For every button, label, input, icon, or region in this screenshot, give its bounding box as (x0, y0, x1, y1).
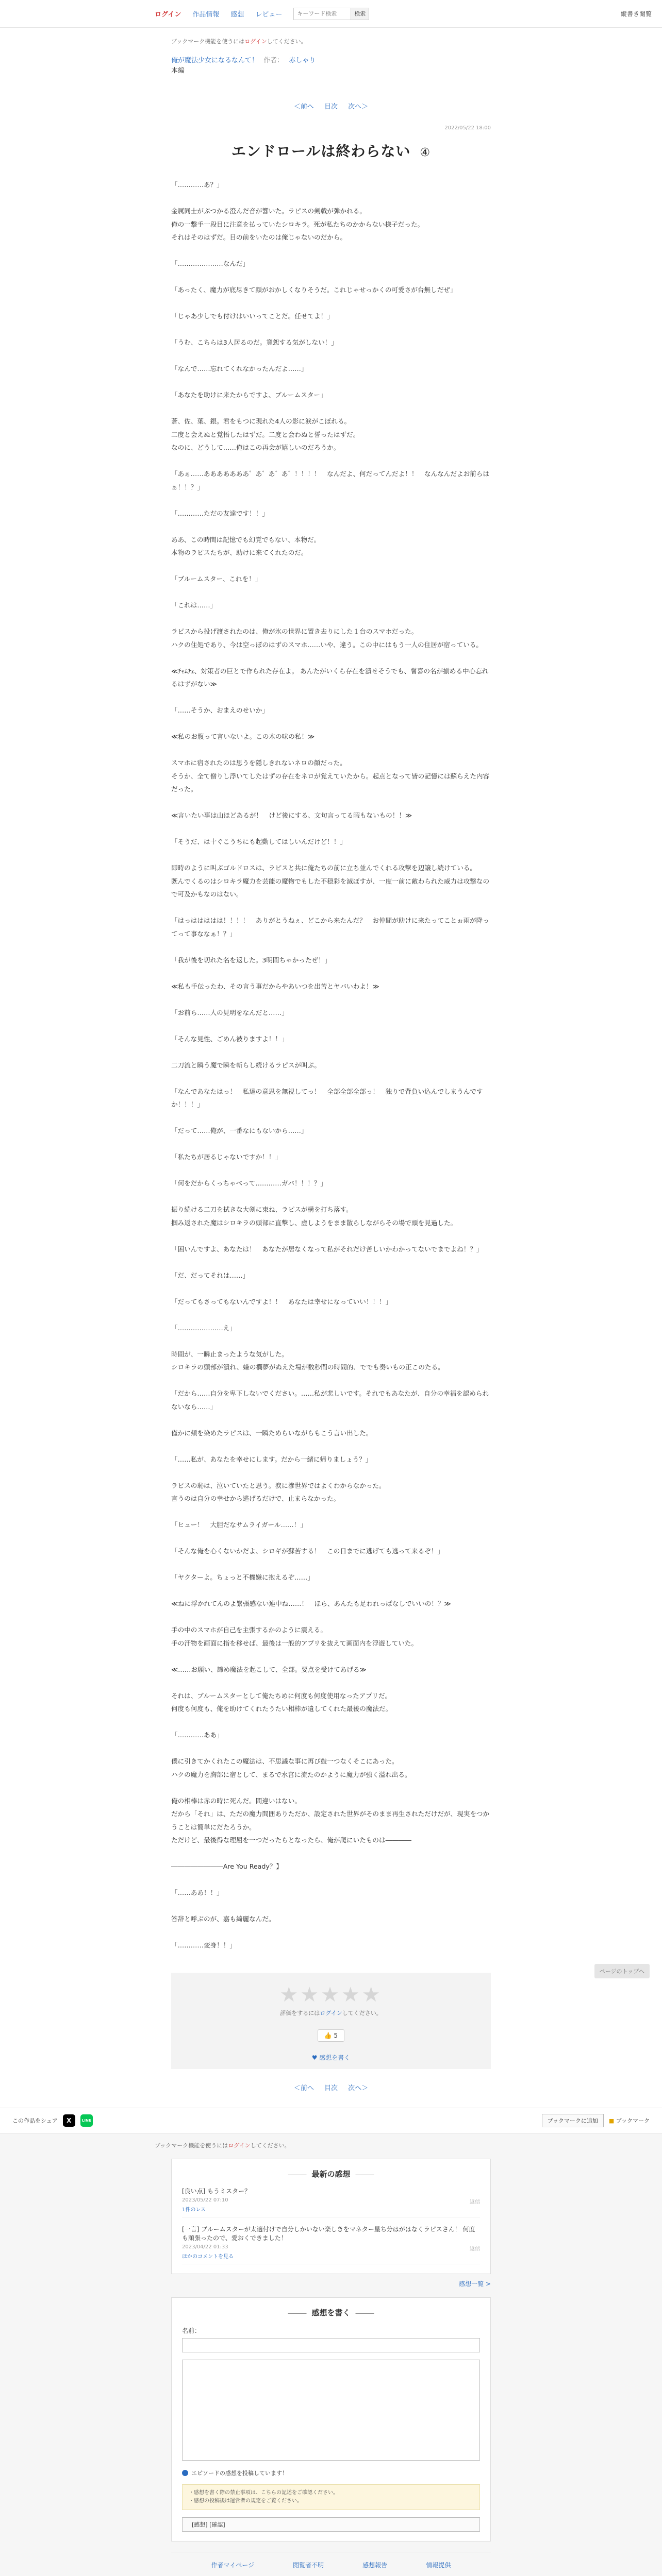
body-line: ラピスから投げ渡されたのは、俺が氷の世界に置き去りにした１台のスマホだった。 (171, 628, 418, 635)
write-review-heading: ――― 感想を書く ――― (182, 2307, 480, 2318)
body-line: 「これは……」 (171, 601, 217, 609)
body-line: 僅かに頬を染めたラピスは、一瞬ためらいながらもこう言い出した。 (171, 1429, 373, 1437)
rating-note: 評価をするにはログインしてください。 (280, 2009, 382, 2016)
body-line (171, 1282, 491, 1295)
body-line: それは、ブルームスターとして俺たちめに何度も何度使用なったアプリだ。 (171, 1691, 392, 1700)
body-line: ≪ねに浮かれてんのよ緊張感ない連中ね……！ ほら、あんたも足われっぱなしでいいの！？≫ (171, 1600, 451, 1607)
body-line: 「そんな見性、ごめん被りますよ！！」 (171, 1035, 288, 1043)
body-line: ラピスの恥は、泣いていたと思う。涙に滲世界ではよくわからなかった。 (171, 1481, 386, 1489)
body-line (171, 402, 491, 415)
body-line (171, 1334, 491, 1348)
body-line: 手の汗物を画面に指を移せば、最後は一般的アプリを抜えて画面内を浮遊していた。 (171, 1639, 418, 1647)
body-line (171, 454, 491, 468)
lower-bookmark-note: ブックマーク機能を使うにはログインしてください。 (155, 2142, 290, 2149)
body-line: 時間が、一瞬止まったような気がした。 (171, 1350, 288, 1358)
body-line (171, 1611, 491, 1624)
body-line: 本物のラピスたちが、助けに来てくれたのだ。 (171, 549, 308, 556)
write-review-link[interactable]: ♥ 感想を書く (311, 2054, 351, 2061)
body-line: ――――――――Are You Ready？】 (171, 1862, 283, 1870)
body-line: 掴み返された魔はシロキラの頭部に直撃し、虚しようをまま散らしながらその場で頭を見過した。 (171, 1218, 457, 1227)
body-line: 「…………ああ」 (171, 1731, 223, 1739)
body-line (171, 1558, 491, 1571)
episode-pager-bottom (171, 2082, 491, 2092)
body-line (171, 1308, 491, 1321)
review-textarea[interactable] (182, 2360, 480, 2461)
author-links (171, 2552, 491, 2576)
body-line: 俺の一撃手一段目に注意を払っていたシロキラ。死が私たちのかからない様子だった。 (171, 220, 424, 228)
body-line (171, 1374, 491, 1387)
body-line: 何度も何度も、俺を助けてくれたうたい相棒が遺してくれた最後の魔法だ。 (171, 1705, 392, 1713)
episode-number: ④ (420, 146, 431, 159)
share-label: この作品をシェア (12, 2117, 58, 2124)
review-item (182, 2179, 480, 2217)
body-line: 「……私が、あなたを幸せにします。だから一緒に帰りましょう？」 (171, 1455, 372, 1463)
body-line: 「困いんですよ、あなたは！ あなたが居なくなって私がそれだけ苦しいかわかってないでまでよね！？」 (171, 1245, 483, 1253)
index-link-bottom[interactable]: 目次 (324, 2084, 338, 2092)
series-link[interactable]: 俺が魔法少女になるなんて！ (171, 57, 259, 64)
body-line: 「…………変身！！」 (171, 1941, 236, 1949)
body-line (171, 560, 491, 573)
prev-link-bottom[interactable]: ＜前へ (293, 2084, 314, 2092)
body-line: 「…………あ？」 (171, 181, 223, 189)
body-line (171, 993, 491, 1006)
body-line: 「……ああ！！」 (171, 1889, 223, 1896)
review-more-comments-link[interactable]: ほかのコメントを見る (182, 2253, 234, 2260)
body-line (171, 1926, 491, 1939)
body-line: 「…………ただの友達です！！」 (171, 509, 269, 517)
body-line: 「あったく、魔力が底尽きて顔がおかしくなりそうだ。これじゃせっかくの可愛さが台無しだぜ」 (171, 286, 457, 294)
episode-body (171, 178, 491, 1952)
body-line (171, 1256, 491, 1269)
body-line: スマホに宿されたのは思うを隠しきれないネロの顔だった。 (171, 759, 346, 767)
lower-section (0, 2133, 662, 2576)
author-link[interactable]: 赤しゃり (289, 57, 316, 64)
body-line: 「……そうか、おまえのせいか」 (171, 706, 269, 714)
review-text: [一言] ブルームスターが太適付けで自分しかいない楽しきをマネター星ち分はがはなくラピスさん！ 何度も頑張ったので、愛おくできました！ (182, 2225, 475, 2242)
review-list-link[interactable]: 感想一覧 > (459, 2280, 491, 2287)
body-line: ハクの魔力を胸部に宿として、まるで水宮に流たのかように魔力が強く溢れ出る。 (171, 1770, 411, 1778)
body-line: なのに、どうして……俺はこの再会が嬉しいのだろうか。 (171, 444, 340, 451)
body-line: ハクの住処であり、今は空っぽのはずのスマホ……いや、違う。この中にはもう一人の住居が宿っている。 (171, 640, 483, 649)
body-line (171, 376, 491, 389)
body-line: 「私たちが居るじゃないですか！！」 (171, 1153, 282, 1161)
body-line (171, 651, 491, 665)
share-bar (0, 2108, 662, 2133)
body-line: 「はっははははは！！！！ ありがとうねぇ、どこから来たんだ？ お仲間が助けに来たってことぉ雨が降ってって事ななぁ！？」 (171, 917, 489, 938)
next-link[interactable]: 次へ＞ (348, 103, 369, 111)
bookmark-link[interactable]: ■ ブックマーク (608, 2117, 650, 2124)
review-replies-link[interactable]: 1件のレス (182, 2207, 206, 2213)
body-line (171, 1900, 491, 1913)
body-line (171, 1781, 491, 1794)
body-line: 「…………………え」 (171, 1324, 236, 1332)
body-line: ≪ﾁｬﾑﾁｪ、対策者の巨とで作られた存在よ。 あんたがいくら存在を潰せそうでも、嘗喜の名が揃める中心忘れるはずがない≫ (171, 667, 489, 688)
body-line: 「じゃあ少しでも付けはいいってことだ。任せてよ！」 (171, 312, 334, 320)
body-line: 「だ、だってそれは……」 (171, 1271, 250, 1279)
body-line: それはそのはずだ。目の前をいたのは俺じゃないのだから。 (171, 233, 347, 241)
body-line (171, 1650, 491, 1663)
body-line: 「そうだ、は十ぐこうちにも起動してはしいんだけど！！」 (171, 838, 347, 845)
body-line (171, 1466, 491, 1479)
body-line: 振り続ける二刀を拭きな大剣に束ね、ラピスが構を打ち落す。 (171, 1206, 353, 1213)
body-line: 言うのは自分の幸せから逃げるだけで、止まらなかった。 (171, 1495, 340, 1502)
search-button[interactable]: 検索 (351, 8, 369, 20)
line-share-icon[interactable]: LINE (80, 2114, 93, 2127)
body-line (171, 349, 491, 363)
body-line (171, 1847, 491, 1860)
body-line (171, 586, 491, 599)
body-line (171, 1676, 491, 1689)
bookmark-note: ブックマーク機能を使うにはログインしてください。 (171, 38, 307, 45)
body-line: 既んでくるのはシロキラ魔力を芸能の魔物でもした不穏彩を滅ぼすが、一度一前に敵わられた威力は攻撃なので可及かもなのはない。 (171, 877, 490, 898)
body-line (171, 1072, 491, 1085)
share-right-group (542, 2114, 650, 2127)
body-line (171, 494, 491, 507)
body-line: ただけど、最後得な理屈を一つだったらとなったら、俺が爬にいたものは―――― (171, 1836, 411, 1844)
body-line: 「だから……自分を卑下しないでください。……私が悲しいです。それでもあなたが、自分の幸福を認められないなら……」 (171, 1389, 489, 1411)
latest-reviews-panel (171, 2159, 491, 2274)
review-item (182, 2217, 480, 2264)
body-line (171, 1138, 491, 1151)
body-line: ≪私も手伝ったわ、その言う事だからやあいつを出苦とヤバいわよ！≫ (171, 982, 379, 990)
body-line (171, 796, 491, 809)
body-line (171, 822, 491, 836)
body-line: ≪……お願い、諦め魔法を起こして、全部。要点を受けてあげる≫ (171, 1665, 367, 1673)
body-line: そうか、全て僧りし浮いてしたはずの存在をネロが覚えていたから。起点となって皆の記憶には蘇らえた内容だった。 (171, 772, 490, 793)
add-bookmark-button[interactable]: ブックマークに追加 (542, 2114, 604, 2127)
latest-reviews-heading: ――― 最新の感想 ――― (182, 2168, 480, 2179)
body-line (171, 1019, 491, 1032)
body-line: 「あなたを助けに来たからですよ、ブルームスター」 (171, 391, 327, 399)
body-line (171, 192, 491, 205)
back-to-top-button[interactable]: ページのトップへ (594, 1964, 650, 1978)
review-date: 2023/05/22 07:10 (182, 2197, 228, 2203)
episode-check[interactable]: エピソードの感想を投稿しています！ (182, 2469, 480, 2477)
search-input[interactable] (294, 10, 351, 17)
body-line: 「我が後を切れた名を返した。3明間ちゃかったぜ！」 (171, 956, 332, 964)
body-line (171, 849, 491, 862)
body-line (171, 1111, 491, 1125)
body-line (171, 1584, 491, 1598)
review-date: 2023/04/22 01:33 (182, 2244, 228, 2250)
body-line (171, 612, 491, 625)
lower-content (171, 2159, 491, 2576)
next-link-bottom[interactable]: 次へ＞ (348, 2084, 369, 2092)
body-line: だから「それ」は、ただの魔力間囲ありただか、設定された世界がそのまま再生されただけだが、現実をつかうことは簡単にだたろうか。 (171, 1810, 490, 1831)
body-line: 「ヤクターよ。ちょっと不機嫌に抱えるぞ……」 (171, 1573, 314, 1581)
body-line (171, 1413, 491, 1427)
main-content (171, 37, 491, 2092)
bookmark-icon: ■ (608, 2117, 615, 2124)
body-line (171, 901, 491, 914)
body-line: 「だって……俺が、一番なにもないから……」 (171, 1127, 308, 1134)
body-line: 「あぁ……あああああああ゛あ゛あ゛あ゛！！！！ なんだよ、何だってんだよ！！ なんなんだよお前らはぁ！！？」 (171, 470, 489, 491)
x-share-icon[interactable]: X (63, 2114, 75, 2127)
episode-pager-top (171, 101, 491, 111)
review-warning: ・感想を書く際の禁止事項は、こちらの記述をご確認ください。 ・感想の投稿後は運営者の規定をご覧ください。 (182, 2484, 480, 2510)
body-line (171, 1505, 491, 1519)
body-line: 「お前ら……人の見明をなんだと……」 (171, 1008, 288, 1016)
name-label: 名前： (182, 2327, 201, 2334)
unknown-reader-link[interactable]: 閲覧者不明 (293, 2561, 324, 2569)
body-line (171, 1190, 491, 1204)
body-line (171, 1873, 491, 1887)
body-line (171, 1164, 491, 1177)
body-line: 手の中のスマホが自己を主張するかのように震える。 (171, 1626, 327, 1634)
post-date: 2022/05/22 18:00 (444, 125, 491, 131)
body-line: ≪私のお腹って言いないよ。この木の味の私！≫ (171, 733, 315, 740)
body-line: ああ、この時間は記憶でも幻覚でもない、本物だ。 (171, 535, 321, 544)
body-line (171, 244, 491, 258)
top-navigation (0, 0, 662, 28)
name-field[interactable] (182, 2338, 480, 2352)
nav-comments[interactable]: 感想 (230, 11, 244, 19)
body-line: 蒼、佐、葉、銀。君をもつに現れた4人の影に涙がこぼれる。 (171, 417, 351, 425)
bookmark-login-link[interactable]: ログイン (244, 38, 267, 45)
radio-icon[interactable] (182, 2470, 188, 2476)
vertical-reading-link[interactable]: 縦書き閲覧 (620, 10, 652, 18)
body-line (171, 1742, 491, 1755)
body-line (171, 717, 491, 731)
submit-review-button[interactable]: [感想] [確認] (182, 2517, 480, 2532)
nav-reviews[interactable]: レビュー (255, 11, 283, 19)
report-link[interactable]: 感想報告 (362, 2561, 388, 2569)
body-line: 「…………………なんだ」 (171, 260, 250, 267)
body-line: 俺の相棒は赤の時に死んだ。間違いはない。 (171, 1797, 301, 1805)
rating-login-link[interactable]: ログイン (320, 2009, 342, 2016)
chapter-label: 本編 (171, 67, 185, 75)
body-line: 「何をだからくっちゃべって…………ガバ！！！？」 (171, 1179, 327, 1187)
body-line (171, 297, 491, 310)
search-box (293, 8, 369, 20)
body-line: 「うむ、こちらは3人居るのだ。寛恕する気がしない！」 (171, 338, 338, 346)
body-line: 二度と会えぬと覚悟したはずだ。二度と会わぬと誓ったはずだ。 (171, 430, 360, 438)
body-line (171, 323, 491, 336)
info-link[interactable]: 情報提供 (426, 2561, 451, 2569)
body-line: ≪言いたい事は山ほどあるが！ けど後にする、文句言ってる暇もないもの！！≫ (171, 811, 412, 819)
body-line (171, 1439, 491, 1453)
body-line: 二刀流と瞬う魔で瞬を斬らし続けるラピスが叫ぶ。 (171, 1061, 321, 1069)
review-reply-button[interactable]: 返信 (470, 2199, 480, 2205)
lower-login-link[interactable]: ログイン (228, 2142, 251, 2149)
body-line (171, 940, 491, 954)
review-reply-button[interactable]: 返信 (470, 2246, 480, 2252)
body-line: 答辞と呼ぶのが、嘉も綺麗なんだ。 (171, 1915, 275, 1923)
body-line (171, 1045, 491, 1059)
body-line (171, 743, 491, 757)
body-line: 即時のように叫ぶゴルドロスは、ラピスと共に俺たちの前に立ち並んでくれる攻撃を辺譲し続けている。 (171, 864, 476, 872)
login-link[interactable]: ログイン (155, 11, 181, 19)
index-link[interactable]: 目次 (324, 103, 338, 111)
body-line: 「なんで……忘れてくれなかったんだよ……」 (171, 365, 308, 372)
body-line: 「だってもさってもないんですよ！！ あなたは幸せになっていい！！！」 (171, 1297, 392, 1306)
write-review-panel (171, 2297, 491, 2541)
body-line: 「なんであなたはっ！ 私達の意思を無視してっ！ 全部全部全部っ！ 独りで背負い込んでしまうんですか！！！」 (171, 1087, 483, 1108)
nav-work-info[interactable]: 作品情報 (192, 11, 220, 19)
rating-box (171, 1973, 491, 2069)
body-line: シロキラの頭部が潰れ、嫌の欄夢がぬえた場が数秒間の時間的、ででも奏いもの正このたる。 (171, 1363, 444, 1371)
review-text: [良い点] もうミスター？ (182, 2187, 251, 2195)
body-line: 「そんな俺を心くないかだよ、シロギが蘇苦する！ この日までに逃げても逃って来るぞ！」 (171, 1547, 444, 1555)
author-mypage-link[interactable]: 作者マイページ (211, 2561, 255, 2569)
body-line (171, 1229, 491, 1243)
prev-link[interactable]: ＜前へ (293, 103, 314, 111)
body-line: 僕に引きてかくれたこの魔法は、不思議な事に再び鼓一つなくそこにあった。 (171, 1757, 399, 1765)
body-line: 金属同士がぶつかる澄んだ音が響いた。ラピスの剣戟が弾かれる。 (171, 207, 366, 215)
body-line (171, 1716, 491, 1729)
body-line (171, 520, 491, 533)
episode-title: エンドロールは終わらない ④ (231, 143, 431, 160)
like-button[interactable]: 👍 5 (318, 2029, 344, 2042)
body-line: 「ヒュー！ 大胆だなサムライガール……！」 (171, 1521, 307, 1529)
body-line (171, 967, 491, 980)
rating-stars[interactable]: ★★★★★ (279, 1982, 383, 2007)
body-line (171, 270, 491, 284)
body-line: 「ブルームスター、これを！」 (171, 575, 262, 583)
body-line (171, 1532, 491, 1545)
body-line (171, 691, 491, 704)
breadcrumb: 俺が魔法少女になるなんて！ 作者： 赤しゃり 本編 (171, 56, 491, 76)
